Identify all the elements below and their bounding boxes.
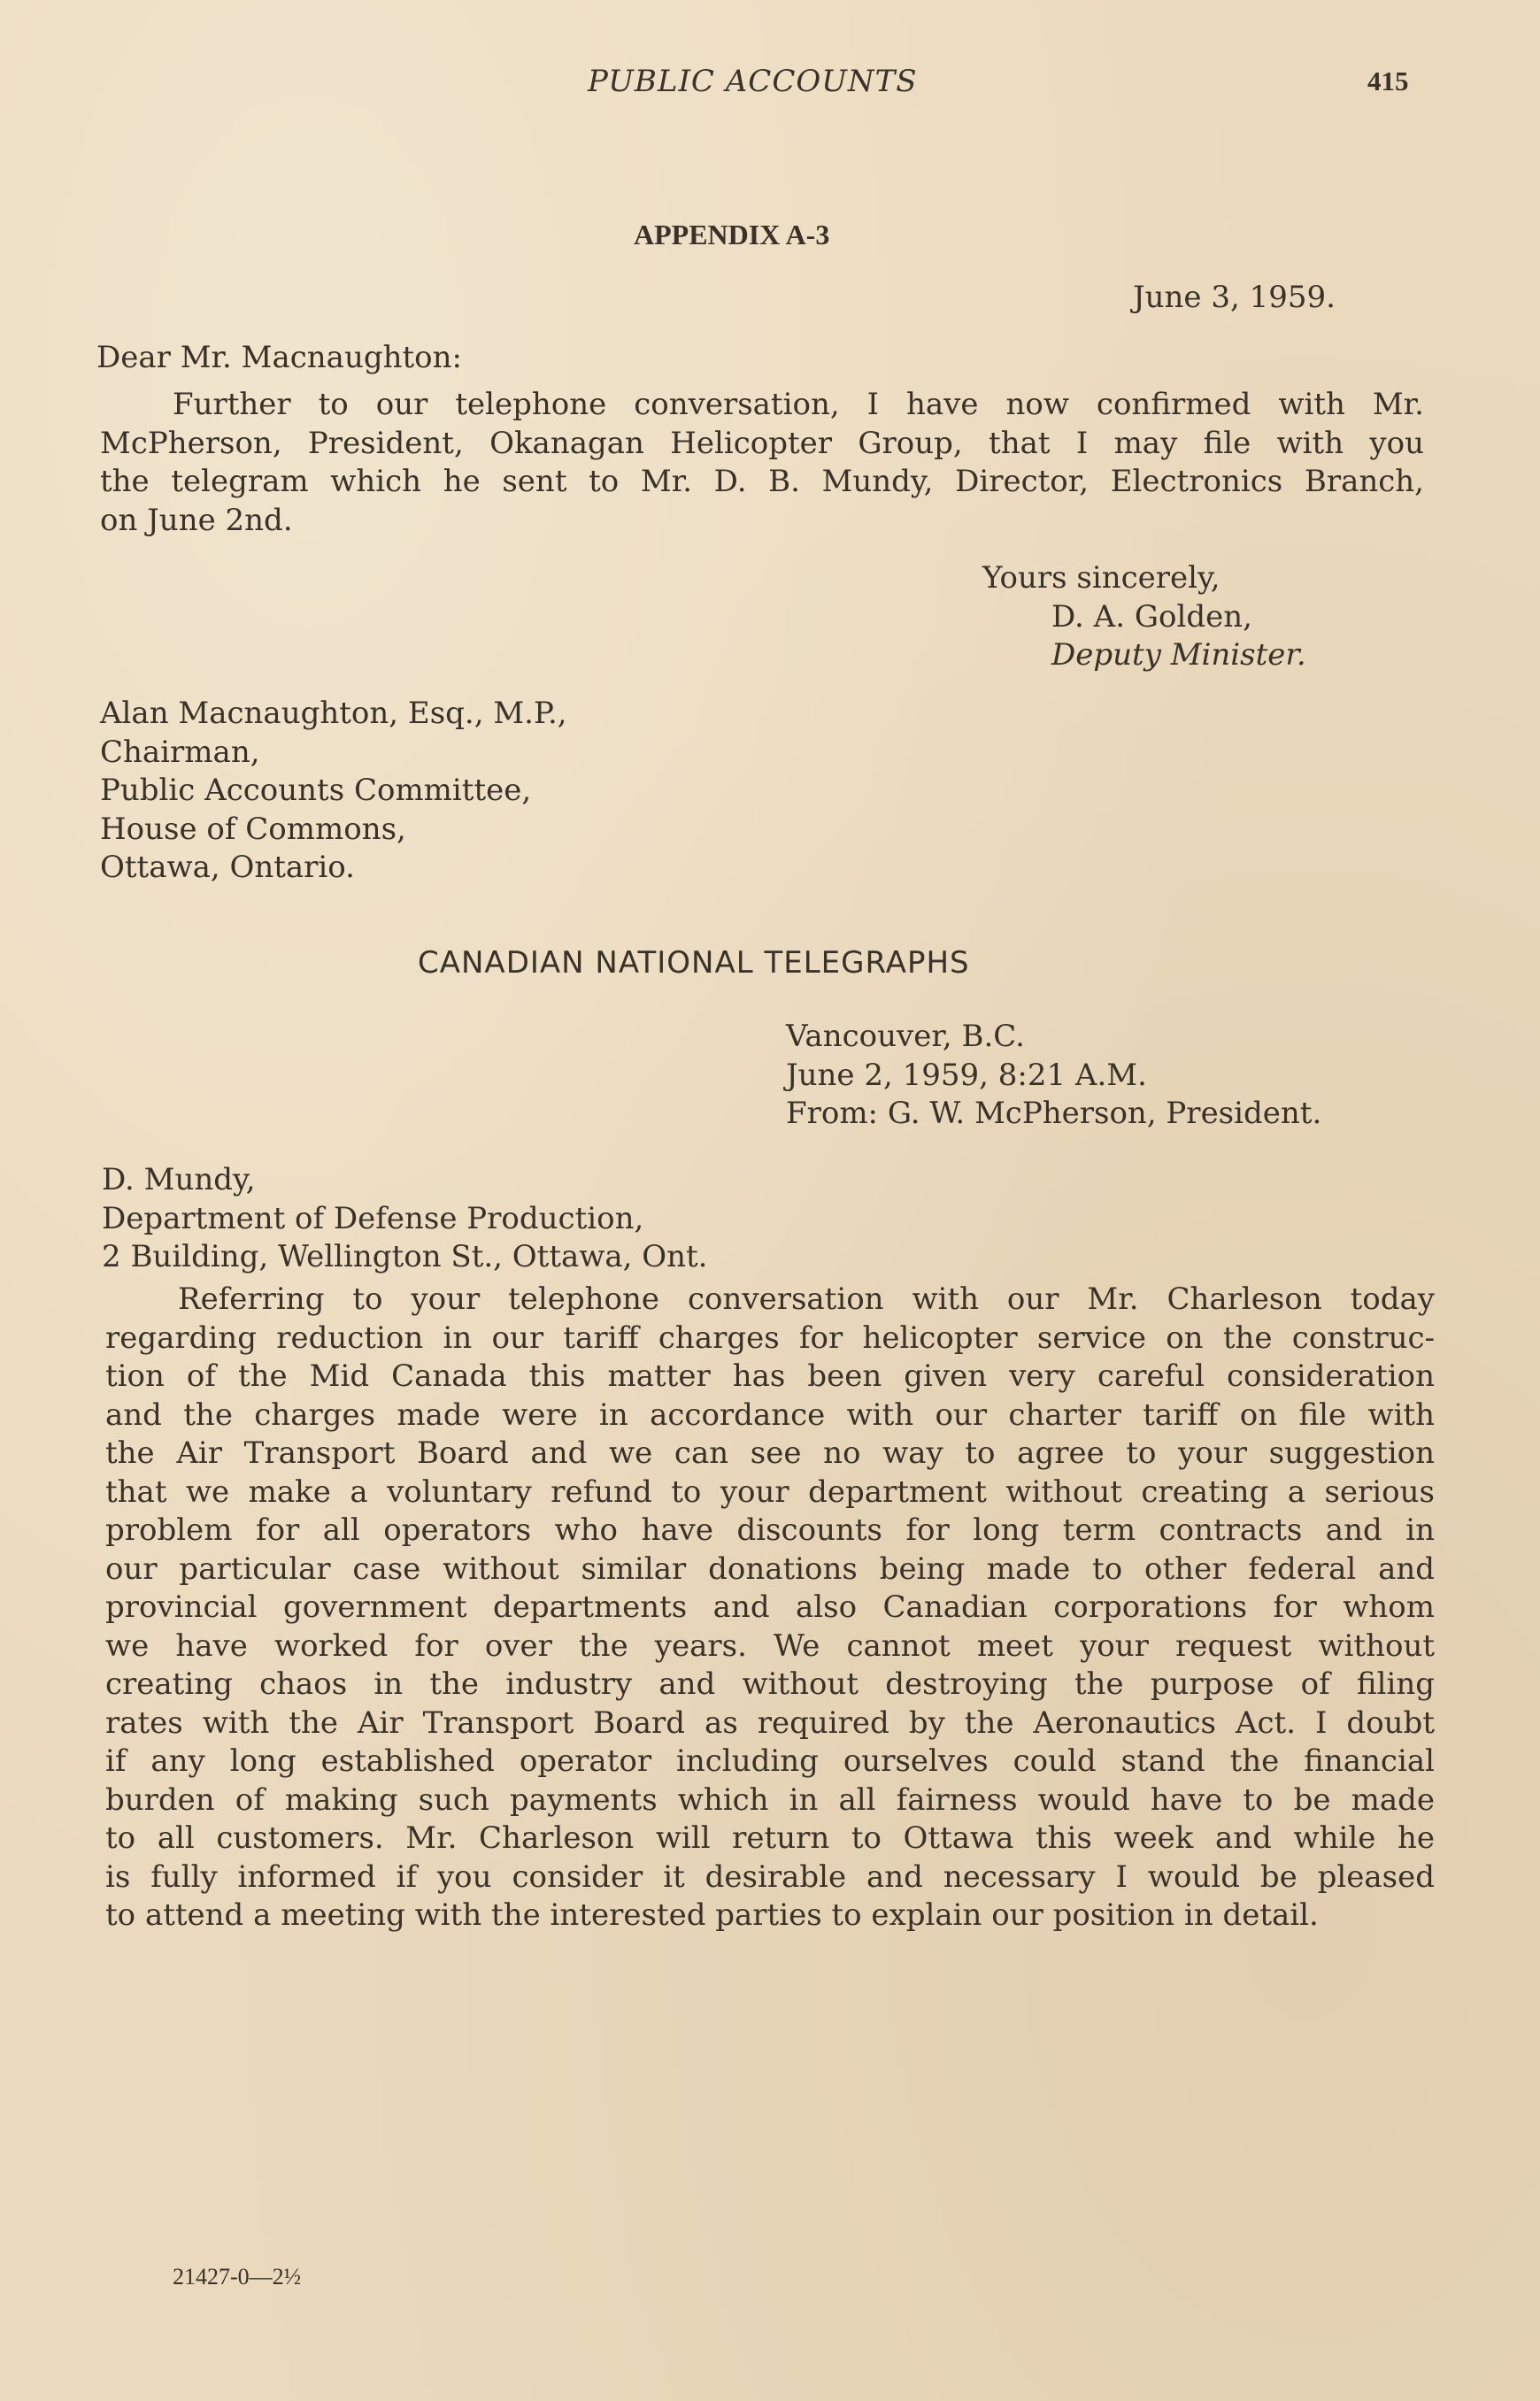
telegram-body-line: the Air Transport Board and we can see no way to agree to your suggestion — [105, 1435, 1435, 1471]
recipient-line: Department of Defense Production, — [102, 1200, 644, 1236]
letter-body-line: on June 2nd. — [100, 502, 293, 538]
recipient-line: D. Mundy, — [102, 1162, 256, 1197]
salutation: Dear Mr. Macnaughton: — [96, 340, 462, 375]
letter-closing — [982, 559, 1306, 675]
telegram-body-line: burden of making such payments which in all fairness would have to be made — [105, 1782, 1435, 1818]
valediction: Yours sincerely, — [982, 560, 1220, 596]
telegram-body-line: to attend a meeting with the interested parties to explain our position in detail. — [105, 1897, 1319, 1933]
page-number: 415 — [1367, 65, 1409, 96]
telegram-body-line: rates with the Air Transport Board as required by the Aeronautics Act. I doubt — [105, 1705, 1435, 1741]
recipient-line: 2 Building, Wellington St., Ottawa, Ont. — [102, 1239, 708, 1274]
addressee-line: House of Commons, — [100, 811, 406, 847]
running-header: PUBLIC ACCOUNTS — [588, 64, 918, 99]
telegram-body — [105, 1281, 1435, 1935]
telegram-sender: From: G. W. McPherson, President. — [786, 1096, 1322, 1131]
telegram-body-line: and the charges made were in accordance with our charter tariff on file with — [105, 1397, 1435, 1433]
telegram-body-line: problem for all operators who have discounts for long term contracts and in — [105, 1512, 1435, 1548]
addressee-block — [100, 695, 567, 888]
telegram-body-line: regarding reduction in our tariff charges for helicopter service on the construc- — [105, 1320, 1435, 1356]
letter-body — [100, 386, 1424, 540]
appendix-title: APPENDIX A-3 — [634, 219, 830, 250]
letter-date: June 3, 1959. — [1133, 280, 1336, 315]
addressee-line: Alan Macnaughton, Esq., M.P., — [100, 696, 567, 731]
print-code: 21427-0—2½ — [173, 2264, 302, 2289]
addressee-line: Public Accounts Committee, — [100, 773, 532, 808]
telegram-body-line: tion of the Mid Canada this matter has been given very careful consideration — [105, 1358, 1435, 1394]
telegram-timestamp: June 2, 1959, 8:21 A.M. — [786, 1057, 1147, 1093]
telegram-origin: Vancouver, B.C. — [786, 1019, 1025, 1054]
telegram-title: CANADIAN NATIONAL TELEGRAPHS — [418, 945, 970, 981]
letter-body-line: the telegram which he sent to Mr. D. B. Mundy, Director, Electronics Branch, — [100, 464, 1424, 499]
telegram-body-line: creating chaos in the industry and without destroying the purpose of filing — [105, 1666, 1435, 1702]
telegram-body-line: Referring to your telephone conversation with our Mr. Charleson today — [178, 1281, 1435, 1317]
telegram-header — [786, 1018, 1321, 1134]
telegram-body-line: if any long established operator including ourselves could stand the financial — [105, 1743, 1435, 1779]
addressee-line: Chairman, — [100, 734, 260, 770]
telegram-body-line: that we make a voluntary refund to your department without creating a serious — [105, 1474, 1435, 1510]
telegram-body-line: to all customers. Mr. Charleson will return to Ottawa this week and while he — [105, 1820, 1435, 1856]
telegram-body-line: we have worked for over the years. We cannot meet your request without — [105, 1628, 1435, 1664]
letter-body-line: Further to our telephone conversation, I have now confirmed with Mr. — [173, 387, 1424, 422]
telegram-body-line: provincial government departments and also Canadian corporations for whom — [105, 1589, 1435, 1625]
letter-body-line: McPherson, President, Okanagan Helicopter Group, that I may file with you — [100, 425, 1424, 461]
signatory-name: D. A. Golden, — [1051, 598, 1252, 635]
telegram-recipient — [102, 1161, 707, 1277]
addressee-line: Ottawa, Ontario. — [100, 850, 355, 885]
telegram-body-line: our particular case without similar donations being made to other federal and — [105, 1551, 1435, 1587]
signatory-title: Deputy Minister. — [1051, 637, 1306, 673]
telegram-body-line: is fully informed if you consider it desirable and necessary I would be pleased — [105, 1858, 1435, 1895]
